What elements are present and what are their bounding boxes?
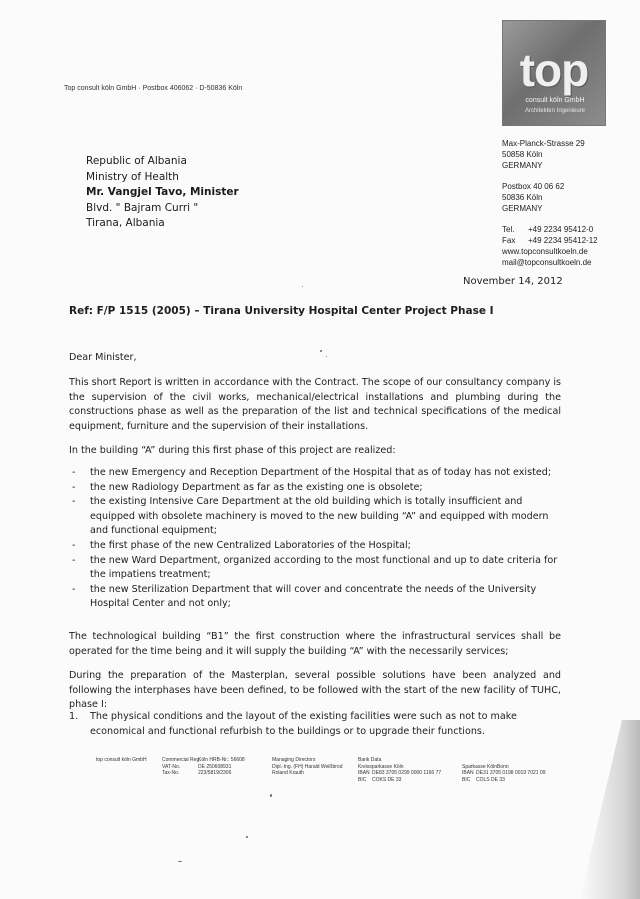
scan-speck: [320, 350, 322, 352]
contact-postbox: Postbox 40 06 62: [502, 182, 565, 191]
sender-address-line: Top consult köln GmbH · Postbox 406062 · D-50836 Köln: [64, 85, 243, 92]
numbered-points-list: [69, 710, 561, 739]
numbered-item: [69, 710, 561, 739]
contact-website: www.topconsultkoeln.de: [502, 247, 588, 256]
footer-company: [96, 757, 147, 764]
phone-label: Tel.: [502, 225, 515, 234]
paragraph-building-a-intro: In the building “A” during this first phase of this project are realized:: [69, 445, 396, 456]
reg-label: Commercial Reg.: [162, 757, 201, 763]
list-item: [69, 554, 561, 583]
contact-fax: [502, 235, 598, 246]
recipient-name: Mr. Vangjel Tavo, Minister: [86, 186, 239, 198]
reference-line: Ref: F/P 1515 (2005) – Tirana University Hospital Center Project Phase I: [69, 305, 494, 317]
list-item-text: the new Sterilization Department that will cover and concentrate the needs of the University Hospital Center and not only;: [90, 583, 537, 610]
paragraph-scope: This short Report is written in accordance with the Contract. The scope of our consultancy company is the supervision of the civil works, mechanical/electrical installations and plumbing during the constructions phase as well as the preparation of the list and technical specifications of the medical equipment, furniture and the supervision of their installations.: [69, 377, 561, 432]
scan-shadow: [580, 720, 640, 899]
list-item: [69, 481, 561, 496]
recipient-country: Republic of Albania: [86, 155, 187, 167]
realized-items-list: [69, 466, 561, 612]
iban-label: IBAN: [462, 770, 474, 777]
list-item-text: the existing Intensive Care Department at the old building which is totally insufficient and equipped with obsolete machinery is moved to the new building “A” and equipped with modern and functional equipment;: [90, 496, 549, 537]
tax-label: Tax-No.: [162, 770, 180, 777]
vat-value: DE 250608931: [198, 763, 232, 770]
company-logo: [502, 20, 606, 126]
bic-label: BIC: [358, 776, 367, 783]
bullet-dash: -: [72, 481, 76, 493]
footer-directors: [272, 757, 342, 777]
contact-postbox-country: GERMANY: [502, 204, 543, 213]
bic-value: COKS DE 33: [372, 776, 402, 783]
scan-speck: [326, 356, 327, 357]
fax-label: Fax: [502, 236, 516, 245]
logo-subtitle: consult köln GmbH: [525, 97, 585, 104]
list-item-text: the new Radiology Department as far as the existing one is obsolete;: [90, 481, 423, 493]
bullet-dash: -: [72, 539, 76, 551]
list-item: [69, 495, 561, 539]
iban-label: IBAN: [358, 770, 370, 777]
bullet-dash: -: [72, 554, 76, 566]
recipient-street: Blvd. " Bajram Curri ": [86, 201, 199, 214]
bullet-dash: -: [72, 496, 76, 508]
contact-street: Max-Planck-Strasse 29: [502, 139, 585, 148]
footer-company-name: top consult köln GmbH: [96, 757, 147, 763]
sender-contact-block: [502, 138, 598, 268]
footer-registration: [162, 757, 245, 777]
phone-number: +49 2234 95412-0: [528, 225, 594, 234]
list-item-text: the new Ward Department, organized according to the most functional and up to date criteria for the impatiens treatment;: [90, 554, 558, 581]
logo-wordmark: top: [519, 44, 589, 96]
scan-speck: [302, 286, 303, 287]
scan-speck: [178, 861, 182, 862]
iban-value: DE83 3705 0299 0000 1166 77: [372, 770, 442, 777]
contact-country: GERMANY: [502, 161, 543, 170]
director-name: Roland Krauth: [272, 770, 304, 777]
numbered-item-text: The physical conditions and the layout of the existing facilities were such as not to make economical and functional refurbish to the buildings or to upgrade their functions.: [90, 711, 517, 737]
scan-speck: [270, 794, 272, 797]
logo-tagline: Architekten Ingenieure: [524, 108, 586, 114]
contact-email: mail@topconsultkoeln.de: [502, 258, 592, 267]
contact-postbox-city: 50836 Köln: [502, 193, 543, 202]
directors-label: Managing Directors: [272, 757, 316, 763]
bic-label: BIC: [462, 776, 471, 783]
scan-speck: [246, 836, 248, 838]
bullet-dash: -: [72, 467, 76, 478]
list-item: [69, 466, 561, 481]
fax-number: +49 2234 95412-12: [528, 236, 598, 245]
iban-value: DE31 3705 0198 0019 7021 09: [476, 770, 546, 777]
contact-city: 50858 Köln: [502, 150, 543, 159]
tax-value: 223/5819/2306: [198, 770, 232, 777]
bank-name: Sparkasse KölnBonn: [462, 763, 509, 770]
vat-label: VAT-No.: [162, 763, 181, 770]
bullet-dash: -: [72, 583, 76, 595]
list-item: [69, 583, 561, 612]
item-number: 1.: [69, 711, 79, 722]
director-name: Dipl.-Ing. (FH) Harald Weißbrod: [272, 763, 343, 770]
recipient-address: [86, 154, 239, 232]
contact-phone: [502, 224, 598, 235]
bank-label: Bank Data: [358, 757, 382, 763]
footer-bank-1: [358, 757, 441, 783]
letter-date: November 14, 2012: [463, 276, 563, 287]
list-item: [69, 539, 561, 554]
list-item-text: the new Emergency and Reception Department of the Hospital that as of today has not existed;: [90, 467, 552, 478]
recipient-city: Tirana, Albania: [86, 217, 165, 229]
bank-name: Kreissparkasse Köln: [358, 763, 404, 770]
salutation: Dear Minister,: [69, 352, 137, 363]
paragraph-building-b1: The technological building “B1” the first construction where the infrastructural services shall be operated for the time being and it will supply the building “A” with the necessarily services;: [69, 631, 561, 657]
paragraph-masterplan: During the preparation of the Masterplan, several possible solutions have been analyzed and following the interphases have been defined, to be followed with the start of the new facility of TUHC, phase I:: [69, 670, 561, 710]
bic-value: COLS DE 33: [476, 776, 505, 783]
footer-bank-2: [462, 757, 546, 783]
recipient-ministry: Ministry of Health: [86, 170, 179, 183]
reg-value: Köln HRB-Nr.: 56608: [198, 757, 245, 763]
list-item-text: the first phase of the new Centralized Laboratories of the Hospital;: [90, 539, 411, 551]
